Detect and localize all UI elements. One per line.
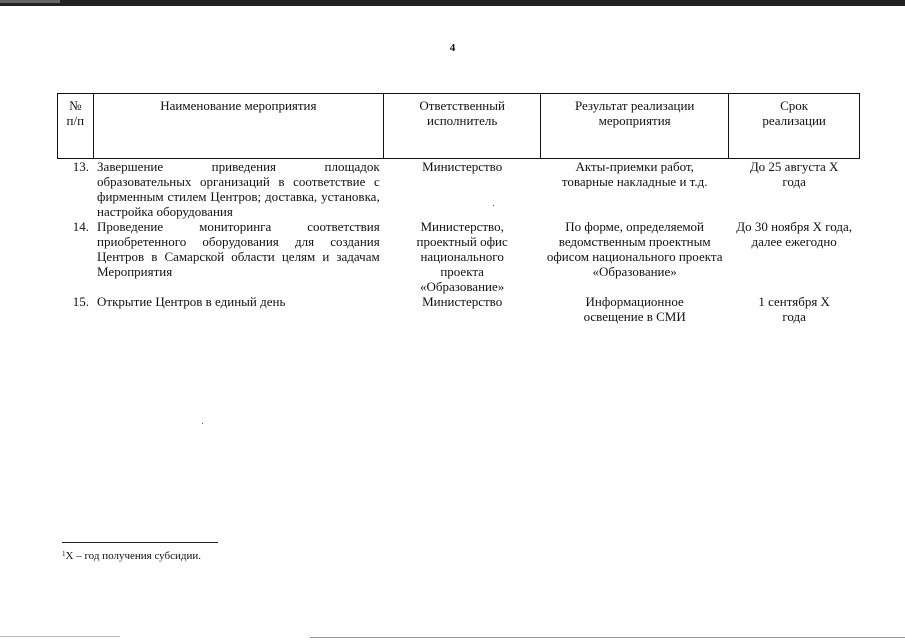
row-name: Открытие Центров в единый день — [97, 294, 286, 309]
header-result — [541, 94, 729, 159]
header-num-label: № п/п — [66, 98, 85, 128]
footnote-separator — [62, 542, 218, 543]
header-term-label: Срок реализации — [762, 98, 826, 128]
row-num: 13. — [72, 159, 90, 174]
footnote-text: Х – год получения субсидии. — [65, 550, 202, 562]
bottom-scan-line — [310, 637, 905, 638]
scan-speck — [202, 423, 203, 424]
scan-header-mark — [0, 0, 60, 3]
row-name: Завершение приведения площадок образовательных организаций в соответствие с фирменным стилем Центров; доставка, установка, настройка оборудования — [97, 159, 380, 219]
footnote — [62, 550, 201, 563]
row-responsible: Министерство, проектный офис национального проекта «Образование» — [416, 219, 508, 294]
row-term: До 30 ноября Х года, далее ежегодно — [736, 219, 853, 249]
bottom-scan-line — [0, 636, 120, 637]
table-header-row — [58, 94, 860, 159]
row-num: 14. — [72, 219, 90, 234]
row-responsible: Министерство — [422, 294, 503, 309]
row-term: До 25 августа Х года — [749, 159, 839, 189]
header-term — [729, 94, 860, 159]
header-responsible — [384, 94, 541, 159]
row-term: 1 сентября Х года — [758, 294, 830, 324]
row-name: Проведение мониторинга соответствия приобретенного оборудования для создания Центров в Самарской области целям и задачам Мероприятия — [97, 219, 380, 279]
footnote-marker: 1 — [62, 550, 66, 558]
header-result-label: Результат реализации мероприятия — [574, 98, 695, 128]
page-number: 4 — [449, 42, 456, 54]
events-table — [57, 93, 860, 324]
table-row — [58, 159, 860, 220]
scan-speck — [493, 205, 494, 206]
row-num: 15. — [72, 294, 90, 309]
header-num — [58, 94, 94, 159]
row-result: Акты-приемки работ, товарные накладные и т.д. — [561, 159, 708, 189]
row-result: По форме, определяемой ведомственным проектным офисом национального проекта «Образование» — [546, 219, 723, 279]
row-responsible: Министерство — [422, 159, 503, 174]
header-name-label: Наименование мероприятия — [160, 98, 317, 113]
table-row — [58, 294, 860, 324]
table-row — [58, 219, 860, 294]
row-result: Информационное освещение в СМИ — [583, 294, 686, 324]
bottom-scan-border — [0, 634, 905, 640]
header-name — [93, 94, 384, 159]
header-responsible-label: Ответственный исполнитель — [419, 98, 505, 128]
top-scan-border — [0, 0, 905, 6]
